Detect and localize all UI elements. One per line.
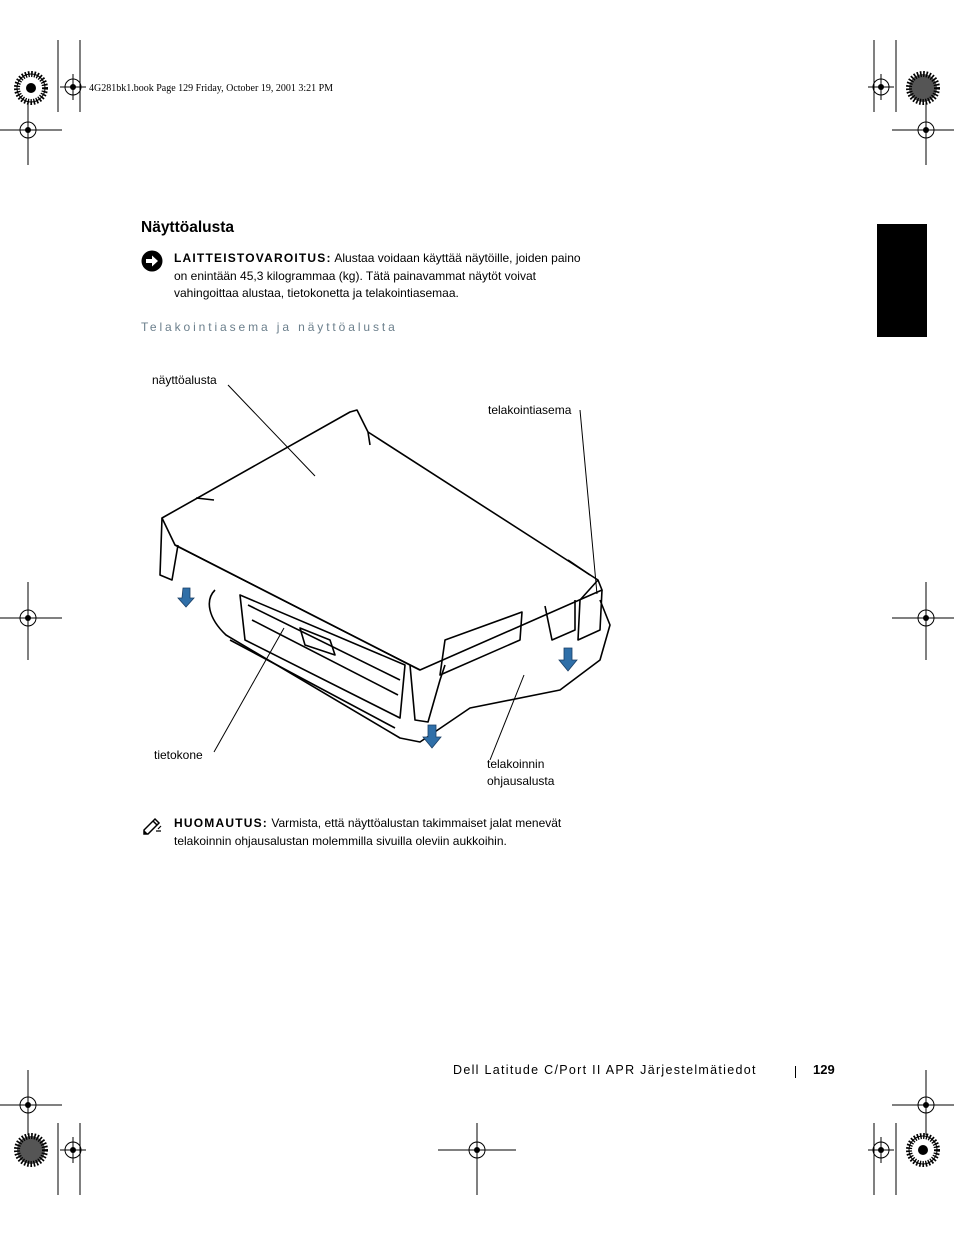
section-title: Näyttöalusta xyxy=(141,219,235,236)
caution-notice xyxy=(141,250,631,306)
thumb-index-tab xyxy=(877,224,927,337)
note-text xyxy=(174,815,629,850)
note-label: HUOMAUTUS: xyxy=(174,816,268,830)
print-header: 4G281bk1.book Page 129 Friday, October 19, 2001 3:21 PM xyxy=(89,83,334,94)
caution-label: LAITTEISTOVAROITUS: xyxy=(174,251,332,265)
pencil-note-icon xyxy=(141,815,163,837)
footer-book-title: Dell Latitude C/Port II APR Järjestelmätiedot xyxy=(453,1063,757,1077)
callout-docking-station: telakointiasema xyxy=(488,403,572,417)
callout-docking-tray xyxy=(487,756,554,790)
note-line-1: Varmista, että näyttöalustan takimmaiset jalat menevät xyxy=(271,816,562,830)
caution-line-3: vahingoittaa alustaa, tietokonetta ja telakointiasemaa. xyxy=(174,286,459,300)
footer-separator xyxy=(795,1066,796,1078)
caution-text xyxy=(174,250,629,303)
callout-computer: tietokone xyxy=(154,748,203,762)
page-number: 129 xyxy=(813,1062,835,1077)
figure-caption: Telakointiasema ja näyttöalusta xyxy=(141,320,398,334)
caution-line-1: Alustaa voidaan käyttää näytöille, joiden paino xyxy=(334,251,581,265)
docking-station-illustration xyxy=(150,370,630,800)
note-notice xyxy=(141,815,631,853)
caution-line-2: on enintään 45,3 kilogrammaa (kg). Tätä painavammat näytöt voivat xyxy=(174,268,536,283)
callout-docking-tray-line-2: ohjausalusta xyxy=(487,774,555,788)
note-line-2: telakoinnin ohjausalustan molemmilla sivuilla oleviin aukkoihin. xyxy=(174,833,507,848)
callout-monitor-stand: näyttöalusta xyxy=(152,373,217,387)
arrow-right-circle-icon xyxy=(141,250,163,272)
callout-docking-tray-line-1: telakoinnin xyxy=(487,757,545,771)
